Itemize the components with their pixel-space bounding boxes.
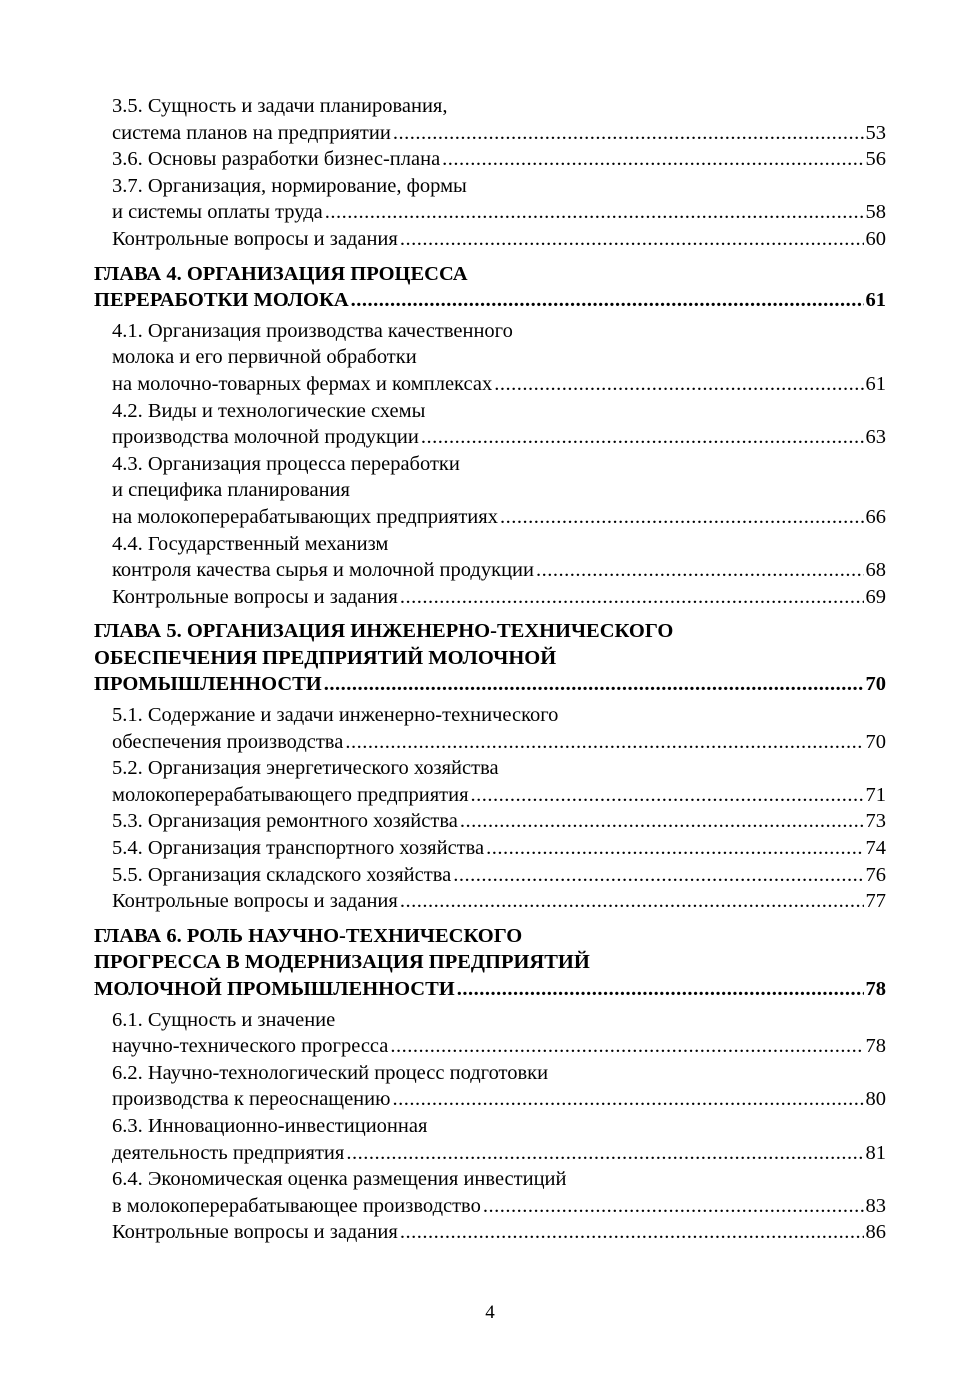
toc-section-entry [112, 862, 886, 889]
dot-leader [471, 782, 864, 809]
toc-entry-row [112, 729, 886, 756]
dot-leader [421, 424, 864, 451]
toc-entry-title-line: ПЕРЕРАБОТКИ МОЛОКА [94, 289, 349, 312]
toc-section-entry [112, 93, 886, 146]
toc-page-number: 60 [865, 227, 886, 250]
dot-leader [345, 729, 863, 756]
toc-entry-title-line: 5.3. Организация ремонтного хозяйства [112, 810, 458, 833]
toc-page-number: 61 [865, 289, 886, 312]
dot-leader [325, 199, 864, 226]
toc-section-entry [112, 1007, 886, 1060]
toc-section-entry [112, 808, 886, 835]
toc-entry-title-line: производства к переоснащению [112, 1088, 391, 1111]
toc-entry-title-line: 3.7. Организация, нормирование, формы [112, 174, 467, 197]
toc-page-number: 66 [865, 505, 886, 528]
toc-chapter-entry [94, 261, 886, 314]
toc-section-entry [112, 146, 886, 173]
toc-entry-title-line: Контрольные вопросы и задания [112, 890, 398, 913]
toc-entry-title-line: Контрольные вопросы и задания [112, 227, 398, 250]
dot-leader [351, 287, 864, 314]
dot-leader [393, 120, 864, 147]
toc-section-entry [112, 702, 886, 755]
toc-entry-title-line: молока и его первичной обработки [112, 346, 417, 369]
toc-entry-title-line: 5.1. Содержание и задачи инженерно-технического [112, 704, 559, 727]
toc-entry-row [112, 584, 886, 611]
dot-leader [500, 504, 864, 531]
toc-entry-row [112, 424, 886, 451]
dot-leader [442, 146, 863, 173]
toc-entry-title-line: 6.3. Инновационно-инвестиционная [112, 1114, 428, 1137]
toc-page-number: 63 [865, 426, 886, 449]
toc-section-entry [112, 888, 886, 915]
dot-leader [486, 835, 863, 862]
toc-section-entry [112, 226, 886, 253]
toc-entry-title-line: молокоперерабатывающего предприятия [112, 783, 469, 806]
table-of-contents [94, 93, 886, 1246]
toc-entry-title-line: 5.2. Организация энергетического хозяйства [112, 757, 499, 780]
toc-page-number: 56 [865, 148, 886, 171]
toc-entry-row [112, 1033, 886, 1060]
toc-entry-title-line: деятельность предприятия [112, 1141, 345, 1164]
toc-entry-row [112, 808, 886, 835]
toc-section-entry [112, 318, 886, 398]
toc-entry-title-line: 4.1. Организация производства качественного [112, 319, 513, 342]
dot-leader [536, 557, 864, 584]
toc-entry-title-line: ГЛАВА 4. ОРГАНИЗАЦИЯ ПРОЦЕССА [94, 262, 468, 285]
toc-entry-title-line: 3.5. Сущность и задачи планирования, [112, 95, 448, 117]
dot-leader [400, 584, 864, 611]
toc-section-entry [112, 1219, 886, 1246]
toc-entry-row [112, 199, 886, 226]
toc-page-number: 69 [865, 585, 886, 608]
toc-entry-row [112, 226, 886, 253]
toc-page-number: 76 [865, 863, 886, 886]
toc-entry-row [112, 371, 886, 398]
toc-entry-row [112, 120, 886, 147]
toc-section-entry [112, 398, 886, 451]
toc-chapter-entry [94, 923, 886, 1003]
toc-entry-title-line: 4.3. Организация процесса переработки [112, 452, 460, 475]
toc-section-entry [112, 1113, 886, 1166]
dot-leader [483, 1193, 864, 1220]
toc-section-entry [112, 531, 886, 584]
toc-page-number: 61 [865, 372, 886, 395]
toc-section-entry [112, 1060, 886, 1113]
toc-entry-title-line: контроля качества сырья и молочной продукции [112, 559, 534, 582]
dot-leader [392, 1086, 863, 1113]
toc-entry-row [112, 504, 886, 531]
toc-entry-row [94, 671, 886, 698]
toc-page-number: 78 [865, 978, 886, 1000]
toc-entry-row [112, 888, 886, 915]
toc-entry-row [112, 862, 886, 889]
toc-entry-title-line: ОБЕСПЕЧЕНИЯ ПРЕДПРИЯТИЙ МОЛОЧНОЙ [94, 646, 557, 669]
toc-page-number: 78 [865, 1035, 886, 1058]
dot-leader [390, 1033, 863, 1060]
toc-entry-row [112, 1219, 886, 1246]
toc-entry-title-line: система планов на предприятии [112, 121, 391, 144]
toc-entry-title-line: и специфика планирования [112, 479, 350, 502]
toc-entry-title-line: 4.4. Государственный механизм [112, 532, 389, 555]
toc-entry-title-line: на молочно-товарных фермах и комплексах [112, 372, 493, 395]
toc-entry-title-line: научно-технического прогресса [112, 1035, 389, 1058]
toc-page-number: 70 [865, 673, 886, 696]
toc-page-number: 73 [865, 810, 886, 833]
dot-leader [400, 226, 864, 253]
dot-leader [457, 976, 864, 1003]
toc-chapter-entry [94, 618, 886, 698]
toc-entry-row [112, 557, 886, 584]
toc-section-entry [112, 584, 886, 611]
toc-section-entry [112, 835, 886, 862]
toc-page-number: 71 [865, 783, 886, 806]
toc-page-number: 80 [865, 1088, 886, 1111]
toc-entry-title-line: ГЛАВА 5. ОРГАНИЗАЦИЯ ИНЖЕНЕРНО-ТЕХНИЧЕСКОГО [94, 620, 674, 643]
toc-entry-title-line: ПРОГРЕССА В МОДЕРНИЗАЦИЯ ПРЕДПРИЯТИЙ [94, 951, 590, 974]
toc-entry-row [94, 287, 886, 314]
toc-entry-title-line: на молокоперерабатывающих предприятиях [112, 505, 498, 528]
toc-page-number: 74 [865, 837, 886, 860]
toc-page-number: 77 [865, 890, 886, 913]
toc-entry-title-line: обеспечения производства [112, 730, 344, 753]
toc-section-entry [112, 173, 886, 226]
toc-entry-title-line: 5.5. Организация складского хозяйства [112, 863, 452, 886]
toc-page-number: 70 [865, 730, 886, 753]
toc-entry-title-line: ПРОМЫШЛЕННОСТИ [94, 673, 322, 696]
toc-entry-title-line: 4.2. Виды и технологические схемы [112, 399, 426, 422]
toc-section-entry [112, 755, 886, 808]
toc-page-number: 53 [865, 121, 886, 144]
dot-leader [400, 1219, 864, 1246]
toc-page-number: 86 [865, 1221, 886, 1244]
toc-entry-row [112, 1086, 886, 1113]
toc-page-number: 58 [865, 201, 886, 224]
toc-entry-row [112, 782, 886, 809]
toc-entry-title-line: МОЛОЧНОЙ ПРОМЫШЛЕННОСТИ [94, 978, 455, 1000]
toc-entry-title-line: и системы оплаты труда [112, 201, 323, 224]
dot-leader [453, 862, 863, 889]
toc-entry-title-line: 6.2. Научно-технологический процесс подготовки [112, 1061, 549, 1084]
toc-entry-title-line: Контрольные вопросы и задания [112, 585, 398, 608]
toc-entry-row [94, 976, 886, 1003]
toc-entry-row [112, 1193, 886, 1220]
toc-section-entry [112, 1166, 886, 1219]
toc-section-entry [112, 451, 886, 531]
toc-entry-title-line: 5.4. Организация транспортного хозяйства [112, 837, 485, 860]
toc-entry-title-line: производства молочной продукции [112, 426, 419, 449]
toc-entry-title-line: 6.4. Экономическая оценка размещения инвестиций [112, 1168, 567, 1191]
toc-entry-title-line: 3.6. Основы разработки бизнес-плана [112, 148, 441, 171]
toc-page-number: 68 [865, 559, 886, 582]
toc-entry-row [112, 1140, 886, 1167]
toc-entry-row [112, 146, 886, 173]
dot-leader [324, 671, 864, 698]
dot-leader [460, 808, 864, 835]
dot-leader [400, 888, 864, 915]
toc-entry-title-line: 6.1. Сущность и значение [112, 1008, 336, 1031]
toc-page-number: 83 [865, 1194, 886, 1217]
toc-entry-row [112, 835, 886, 862]
dot-leader [346, 1140, 863, 1167]
toc-entry-title-line: Контрольные вопросы и задания [112, 1221, 398, 1244]
toc-entry-title-line: ГЛАВА 6. РОЛЬ НАУЧНО-ТЕХНИЧЕСКОГО [94, 924, 523, 947]
toc-entry-title-line: в молокоперерабатывающее производство [112, 1194, 481, 1217]
dot-leader [494, 371, 863, 398]
toc-page-number: 81 [865, 1141, 886, 1164]
page-number: 4 [485, 1302, 495, 1323]
